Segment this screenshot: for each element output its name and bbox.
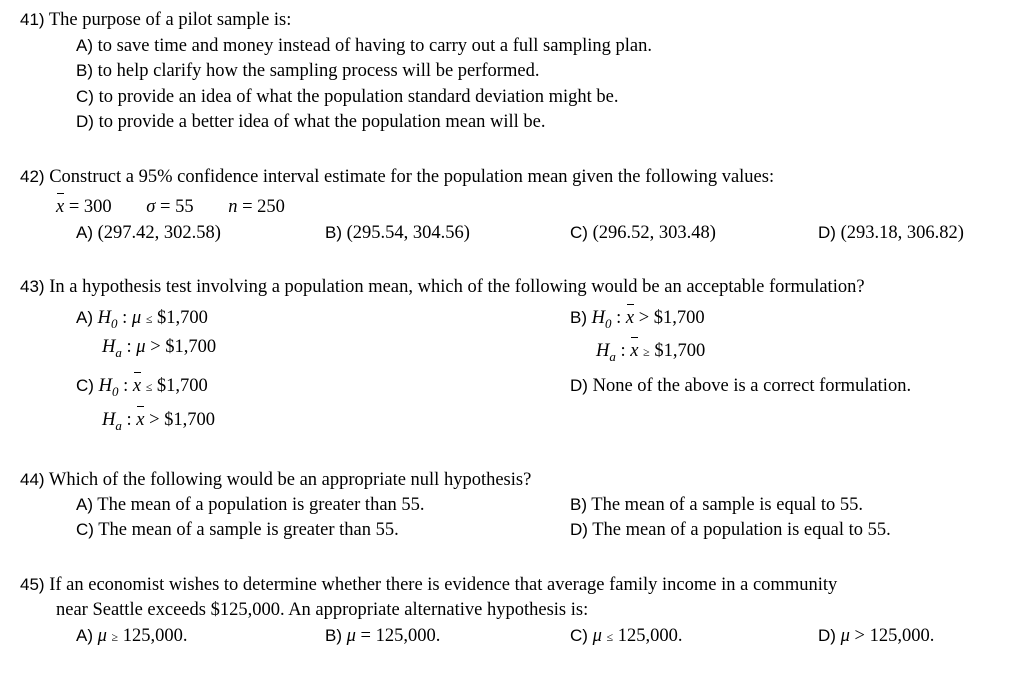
sigma-value: = 55 [160,197,194,217]
question-43-option-c-null [76,376,208,399]
question-text: In a hypothesis test involving a population mean, which of the following would be an acceptable formulation? [49,277,865,297]
option-text: to save time and money instead of having to carry out a full sampling plan. [97,36,652,56]
question-41-option-a [76,37,652,56]
h-symbol: H [591,308,605,328]
option-letter: D) [570,376,588,395]
relation: ≤ [145,312,153,326]
option-text: to help clarify how the sampling process will be performed. [97,61,540,81]
h-symbol: H [102,410,116,430]
null-subscript: 0 [111,384,119,399]
option-letter: B) [325,223,342,242]
question-45-option-b [325,627,440,646]
colon: : [123,376,129,396]
question-45-stem-continued [56,601,588,620]
option-text: The mean of a population is equal to 55. [592,520,891,540]
option-text: (296.52, 303.48) [592,223,716,243]
colon: : [126,337,132,357]
value: 125,000. [375,626,441,646]
value: 125,000. [122,626,188,646]
option-letter: A) [76,495,93,514]
option-letter: D) [818,626,836,645]
colon: : [616,308,622,328]
question-44-stem [20,471,531,490]
question-45-option-c [570,627,682,646]
question-45-option-d [818,627,934,646]
question-41-stem [20,11,291,30]
x-bar-symbol: x [136,410,145,430]
relation: > [854,626,865,646]
question-43-option-a-null [76,308,208,331]
question-41-option-d [76,113,546,132]
option-letter: A) [76,308,93,327]
relation: > [638,308,650,328]
question-text: Which of the following would be an appropriate null hypothesis? [48,470,532,490]
value: $1,700 [157,308,208,328]
option-letter: A) [76,626,93,645]
null-subscript: 0 [111,316,118,331]
question-42-option-b [325,224,470,243]
value: $1,700 [653,308,705,328]
null-subscript: 0 [605,316,612,331]
question-text: If an economist wishes to determine whether there is evidence that average family income in a community [49,575,838,595]
alt-subscript: a [115,418,122,433]
option-letter: C) [76,520,94,539]
question-44-option-c [76,521,399,540]
question-45-stem [20,576,837,595]
option-letter: D) [818,223,836,242]
relation: > [150,337,161,357]
relation: ≤ [145,380,153,394]
question-number: 41) [20,10,45,29]
question-44-option-a [76,496,425,515]
option-text: to provide an idea of what the population standard deviation might be. [98,87,619,107]
option-text: (297.42, 302.58) [97,223,221,243]
option-letter: C) [570,626,588,645]
mu-symbol: μ [97,626,107,646]
question-number: 45) [20,575,45,594]
x-bar-symbol: x [630,341,639,361]
question-44-option-d [570,521,891,540]
h-symbol: H [98,376,112,396]
alt-subscript: a [609,349,616,364]
option-letter: B) [325,626,342,645]
mu-symbol: μ [131,308,142,328]
option-letter: A) [76,223,93,242]
question-text: Construct a 95% confidence interval estimate for the population mean given the following values: [49,167,775,187]
x-bar-value: = 300 [68,197,112,217]
x-bar-symbol: x [625,308,635,328]
value: $1,700 [165,337,217,357]
question-45-option-a [76,627,188,646]
mu-symbol: μ [346,626,356,646]
question-42-option-a [76,224,221,243]
option-letter: B) [76,61,93,80]
option-letter: A) [76,36,93,55]
question-43-option-b-null [570,308,705,331]
sigma-symbol: σ [146,197,156,217]
value: 125,000. [617,626,683,646]
n-symbol: n [228,197,238,217]
value: $1,700 [654,341,706,361]
question-43-stem [20,278,865,297]
option-letter: C) [76,87,94,106]
option-text: (293.18, 306.82) [840,223,964,243]
question-42-option-d [818,224,964,243]
option-letter: D) [76,112,94,131]
relation: ≤ [606,630,614,644]
question-42-givens [56,198,285,217]
question-number: 42) [20,167,45,186]
question-43-option-d [570,377,911,396]
question-number: 44) [20,470,45,489]
mu-symbol: μ [136,337,146,357]
option-text: (295.54, 304.56) [346,223,470,243]
colon: : [620,341,626,361]
value: $1,700 [156,376,208,396]
option-text: None of the above is a correct formulation. [592,376,912,396]
question-text: near Seattle exceeds $125,000. An appropriate alternative hypothesis is: [56,600,589,620]
option-letter: C) [76,376,94,395]
mu-symbol: μ [840,626,850,646]
relation: ≥ [111,630,119,644]
question-text: The purpose of a pilot sample is: [48,10,292,30]
question-42-stem [20,168,774,187]
h-symbol: H [97,308,111,328]
question-44-option-b [570,496,863,515]
question-41-option-c [76,88,619,107]
question-41-option-b [76,62,539,81]
x-bar-symbol: x [132,376,142,396]
option-letter: B) [570,308,587,327]
colon: : [122,308,128,328]
option-text: The mean of a sample is equal to 55. [591,495,864,515]
option-text: to provide a better idea of what the population mean will be. [98,112,546,132]
relation: ≥ [643,345,650,359]
colon: : [126,410,132,430]
h-symbol: H [102,337,116,357]
question-number: 43) [20,277,45,296]
n-value: = 250 [242,197,285,217]
value: 125,000. [869,626,935,646]
question-43-option-a-alt [102,337,217,360]
x-bar-symbol: x [56,197,65,217]
mu-symbol: μ [592,626,602,646]
question-42-option-c [570,224,716,243]
relation: = [360,626,371,646]
h-symbol: H [596,341,610,361]
question-43-option-c-alt [102,410,216,433]
alt-subscript: a [115,345,122,360]
value: $1,700 [164,410,216,430]
option-letter: B) [570,495,587,514]
option-text: The mean of a population is greater than 55. [97,495,425,515]
option-letter: D) [570,520,588,539]
option-letter: C) [570,223,588,242]
question-43-option-b-alt [596,341,706,364]
relation: > [149,410,160,430]
option-text: The mean of a sample is greater than 55. [98,520,399,540]
